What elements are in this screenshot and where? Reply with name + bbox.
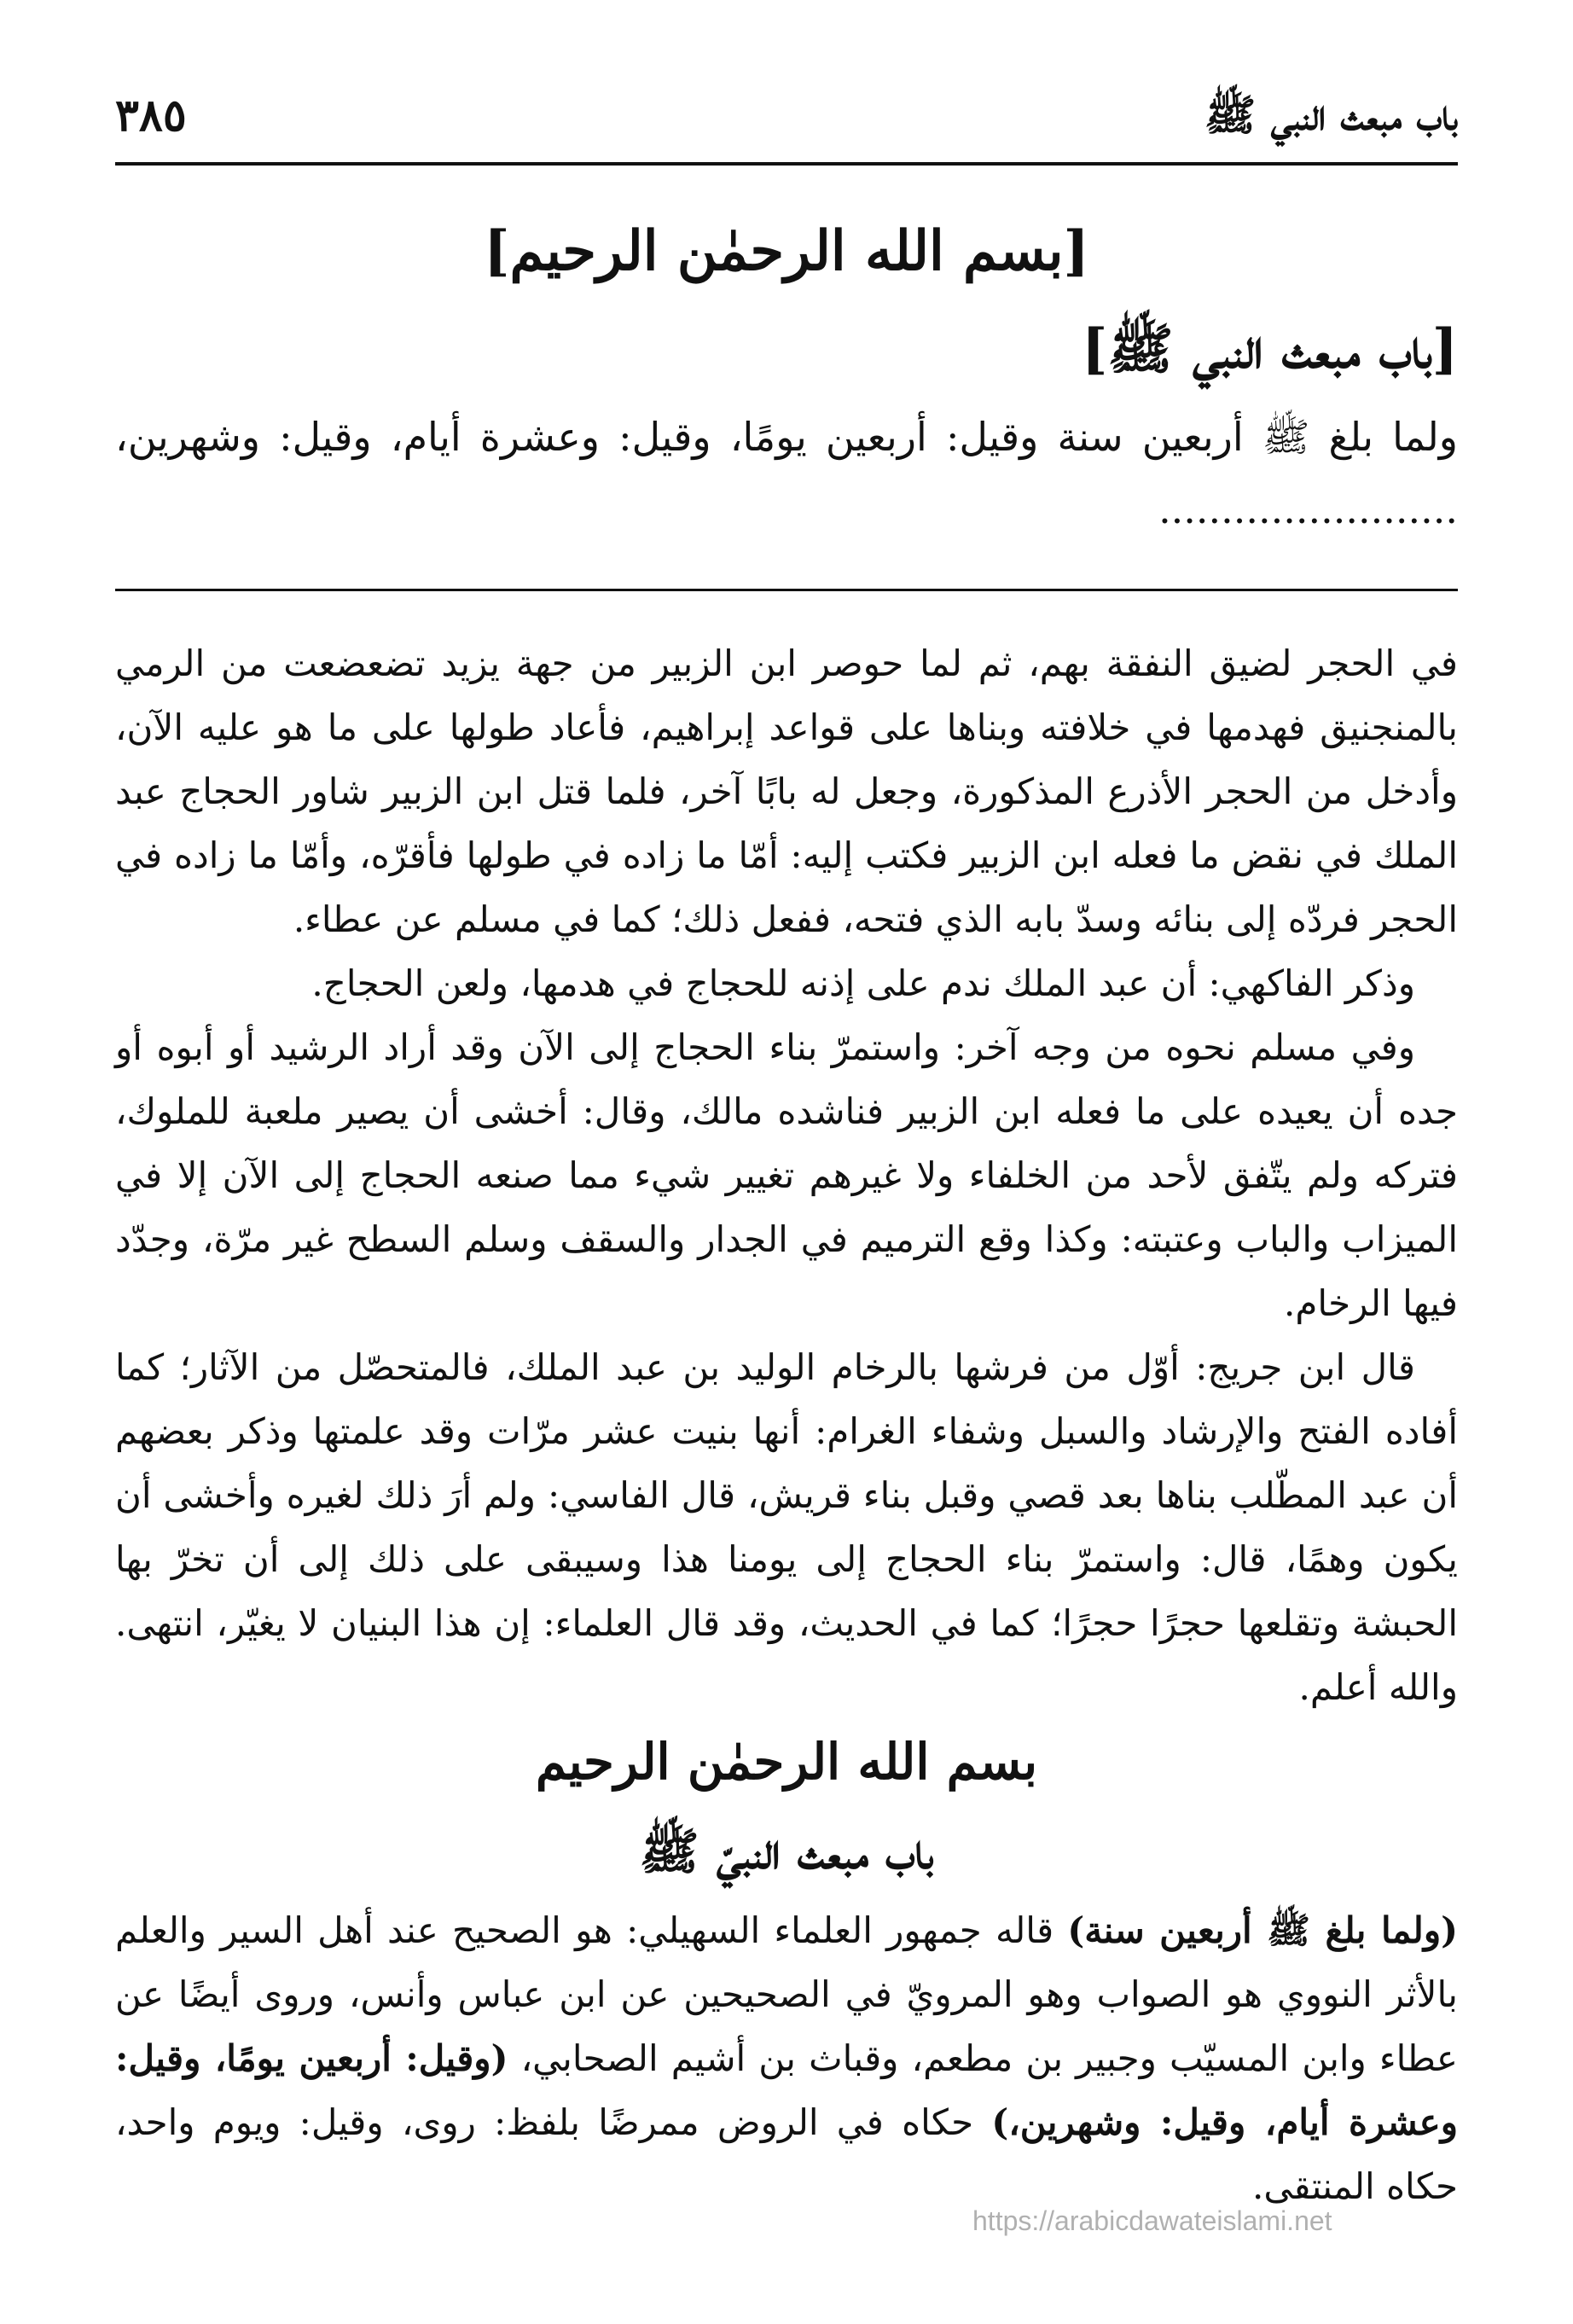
header-rule [115, 162, 1458, 166]
commentary-paragraph-3: وفي مسلم نحوه من وجه آخر: واستمرّ بناء الحجاج إلى الآن وقد أراد الرشيد أو أبوه أو جده أن يعيده على ما فعله ابن الزبير فناشده مالك، وقال: أخشى أن يصير ملعبة للملوك، فتركه ولم يتّفق لأحد من الخلفاء ولا غيرهم تغيير شيء مما صنعه الحجاج إلى الآن إلا في الميزاب والباب وعتبته: وكذا وقع الترميم في الجدار والسقف وسلم السطح غير مرّة، وجدّد فيها الرخام. [115, 1026, 1458, 1324]
quoted-matn-1: (ولما بلغ ﷺ أربعين سنة) [1067, 1909, 1458, 1951]
commentary-text-5b: حكاه في الروض ممرضًا بلفظ: روى، وقيل: ويوم واحد، حكاه المنتقى. [115, 2101, 1458, 2207]
commentary-paragraph-5 [115, 1898, 1458, 2218]
matn-ellipsis: ........................ [1158, 486, 1458, 532]
matn-section [115, 205, 1458, 546]
commentary-paragraph-2: وذكر الفاكهي: أن عبد الملك ندم على إذنه للحجاج في هدمها، ولعن الحجاج. [311, 962, 1415, 1004]
matn-text [115, 401, 1458, 546]
commentary-text-5a: قاله جمهور العلماء السهيلي: هو الصحيح عند أهل السير والعلم بالأثر النووي هو الصواب وهو المرويّ في الصحيحين عن ابن عباس وأنس، وروى أيضًا عن عطاء وابن المسيّب وجبير بن مطعم، وقباث بن أشيم الصحابي، [115, 1909, 1459, 2079]
running-title: باب مبعث النبي ﷺ [1204, 90, 1458, 140]
commentary-paragraph-1: في الحجر لضيق النفقة بهم، ثم لما حوصر ابن الزبير من جهة يزيد تضعضعت من الرمي بالمنجنيق فهدمها في خلافته وبناها على قواعد إبراهيم، فأعاد طولها على ما هو عليه الآن، وأدخل من الحجر الأذرع المذكورة، وجعل له بابًا آخر، فلما قتل ابن الزبير شاور الحجاج عبد الملك في نقض ما فعله ابن الزبير فكتب إليه: أمّا ما زاده في طولها فأقرّه، وأمّا ما زاده في الحجر فردّه إلى بنائه وسدّ بابه الذي فتحه، ففعل ذلك؛ كما في مسلم عن عطاء. [115, 642, 1458, 940]
matn-chapter-title: [باب مبعث النبي ﷺ] [1082, 317, 1458, 381]
matn-basmala: [بسم الله الرحمٰن الرحيم] [484, 219, 1089, 283]
commentary-section [115, 631, 1458, 2218]
commentary-chapter-title: باب مبعث النبيّ ﷺ [639, 1822, 934, 1880]
section-divider [115, 589, 1458, 591]
watermark-url: https://arabicdawateislami.net [972, 2205, 1332, 2236]
quoted-matn-2: (وقيل: أربعين يومًا، وقيل: وعشرة أيام، وقيل: وشهرين،) [115, 2037, 1458, 2143]
matn-text-body: ولما بلغ ﷺ أربعين سنة وقيل: أربعين يومًا، وقيل: وعشرة أيام، وقيل: وشهرين، [115, 414, 1458, 460]
commentary-basmala: بسم الله الرحمٰن الرحيم [535, 1733, 1038, 1791]
commentary-paragraph-4: قال ابن جريج: أوّل من فرشها بالرخام الوليد بن عبد الملك، فالمتحصّل من الآثار؛ كما أفاده الفتح والإرشاد والسبل وشفاء الغرام: أنها بنيت عشر مرّات وقد علمتها وذكر بعضهم أن عبد المطّلب بناها بعد قصي وقبل بناء قريش، قال الفاسي: ولم أرَ ذلك لغيره وأخشى أن يكون وهمًا، قال: واستمرّ بناء الحجاج إلى يومنا هذا وسيبقى على ذلك إلى أن تخرّ بها الحبشة وتقلعها حجرًا حجرًا؛ كما في الحديث، وقد قال العلماء: إن هذا البنيان لا يغيّر، انتهى. والله أعلم. [115, 1346, 1458, 1708]
page-number: ٣٨٥ [115, 90, 187, 142]
running-header [115, 81, 1458, 158]
